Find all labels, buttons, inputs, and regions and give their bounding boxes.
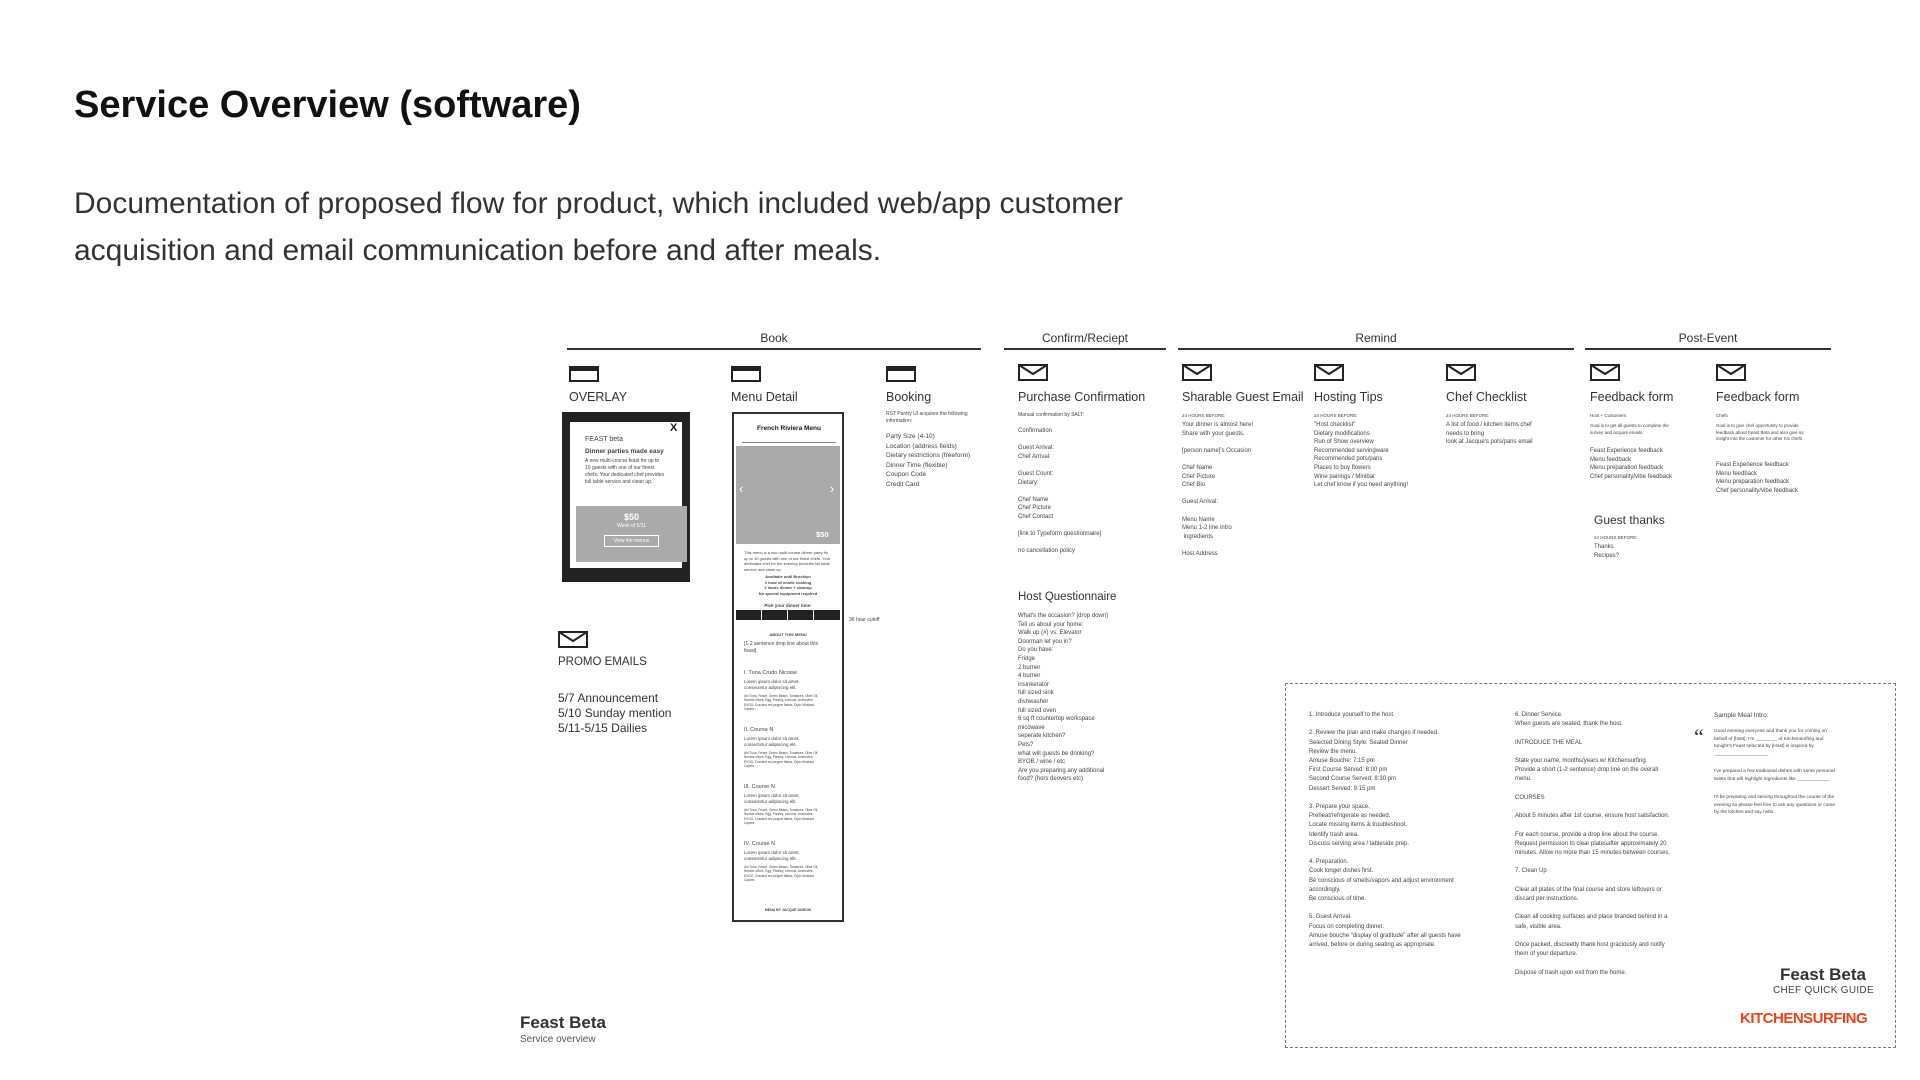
menu-specs: Available until Brooklyn 1 hour of onsite cooking 2 hours dinner + cleanup No special equipment required [758, 574, 818, 596]
feedback-form-host-title: Feedback form [1590, 390, 1674, 404]
chef-checklist-body: A list of food / kitchen items chef needs to bring look at Jacque's pots/pans email [1446, 422, 1533, 446]
page-description: Documentation of proposed flow for product, which included web/app customer acquisition and email communication before and after meals. [74, 187, 1123, 267]
pick-time-label: Pick your dinner time: [764, 603, 812, 608]
menu-detail-mockup [732, 412, 844, 922]
overlay-title: OVERLAY [569, 390, 628, 404]
feedback-form-chef-title: Feedback form [1716, 390, 1800, 404]
sample-intro-title: Sample Meal Intro: [1714, 712, 1769, 719]
chef-checklist-title: Chef Checklist [1446, 390, 1527, 404]
guest-thanks-title: Guest thanks [1594, 513, 1665, 527]
booking-intro: RST Pantry UI acquires the following information: [886, 411, 968, 424]
chef-quick-guide [1285, 683, 1896, 1048]
email-icon [1018, 364, 1048, 381]
booking-title: Booking [886, 390, 932, 404]
feedback-form-chef-intro: Chefs [1716, 413, 1728, 418]
feedback-form-chef-body: Feast Experience feedback Menu feedback Menu preparation feedback Chef personality/vibe feedback [1716, 462, 1799, 494]
email-icon [1716, 364, 1746, 381]
sample-intro-2: I've prepared a few traditional dishes with some personal twists that will highlight ingredients like ____________. [1714, 769, 1835, 782]
guide-brand-subtitle: CHEF QUICK GUIDE [1773, 985, 1874, 996]
footer-subtitle: Service overview [520, 1034, 596, 1045]
sample-intro-1: Good evening everyone and thank you for coming on behalf of [host]. I'm ________ of Kitchensurfing and tonight's Feast selected by [Host] is inspired by ____________________. [1714, 729, 1827, 757]
email-icon [1590, 364, 1620, 381]
overlay-price: $50 [623, 512, 640, 522]
purchase-intro: Manual confirmation by SALT: [1018, 412, 1085, 418]
promo-emails-title: PROMO EMAILS [558, 656, 647, 668]
overlay-price-panel [576, 506, 687, 562]
phase-remind: Remind [1178, 331, 1574, 350]
feedback-form-host-intro: Host + Customers [1590, 413, 1627, 418]
overlay-price-note: Week of 5/11 [617, 523, 646, 529]
course-1: I. Tuna Crudo Nicoise Lorem ipsum dolor sit amet, consectetur adipiscing elit. Ahi Tuna, Frisee, Green Beans, Tomatoes, Olive Oil, Nicoise olives, Egg, Parsley, Lemons, Anchovies, EVOO, Cracked red pepper flakes, Dijon Mustard, Capers [744, 670, 818, 711]
cutoff-note: 36 hour cutoff [849, 617, 880, 623]
booking-fields: Party Size (4-10) Location (address fields) Dietary restrictions (freeform) Dinner Time (flexible) Coupon Code Credit Card [886, 433, 971, 488]
guide-brand-title: Feast Beta [1780, 965, 1866, 984]
hosting-tips-body: "Host checklist" Dietary modifications Run of Show overview Recommended servingware Recommended pots/pans Places to buy flowers Wine pairings / Minibar Let chef know if you need anything! [1314, 422, 1409, 489]
about-menu-label: ABOUT THIS MENU [769, 632, 807, 637]
menu-footer: MENU BY JACQUE DUBOIS [764, 908, 812, 912]
email-icon [1314, 364, 1344, 381]
feedback-form-host-goal: Goal is to get all guests to complete the survey and acquire emails. [1590, 423, 1669, 435]
guest-thanks-when: 24 HOURS BEFORE: [1594, 535, 1638, 540]
guide-steps-left: 1. Introduce yourself to the host. 2. Review the plan and make changes if needed. Selected Dining Style: Seated Dinner Review the menu. Amuse Bouche: 7:15 pm First Course Served: 8:00 pm Second Course Served: 8:30 pm Dessert Served: 9:15 pm 3. Prepare your space. Preheat/refrigerate as needed. Locate missing items & troubleshoot. Identify trash area. Discuss serving area / tableside prep. 4. Preparation. Cook longer dishes first. Be conscious of smells/vapors and adjust environment accordingly. Be conscious of time. 5. Guest Arrival. Focus on completing dinner. Amuse bouche "display of gratitude" after all guests have arrived, before or during seating as appropriate. [1309, 712, 1461, 949]
phase-book: Book [567, 331, 981, 350]
browser-icon [569, 366, 599, 382]
phase-confirm: Confirm/Reciept [1004, 331, 1166, 350]
chevron-left-icon[interactable]: ‹ [739, 481, 744, 496]
view-menus-button[interactable]: View the menus [604, 535, 659, 547]
menu-price: $50 [816, 530, 829, 539]
purchase-body: Confirmation Guest Arrival: Chef Arrival: Guest Count: Dietary: Chef Name Chef Picture Chef Contact [link to Typeform questionnaire] no cancellation policy [1018, 428, 1102, 555]
menu-detail-title: Menu Detail [731, 390, 798, 404]
overlay-card [570, 422, 682, 568]
course-2: II. Course N Lorem ipsum dolor sit amet, consectetur adipiscing elit. Ahi Tuna, Frisee, Green Beans, Tomatoes, Olive Oil, Nicoise olives, Egg, Parsley, Lemons, Anchovies, EVOO, Cracked red pepper flakes, Dijon Mustard, Capers [744, 727, 818, 768]
guest-thanks-body: Thanks Recipes? [1594, 544, 1620, 559]
about-menu-text: [1-2 sentence drop line about this feast] [744, 641, 818, 654]
course-4: IV. Course N Lorem ipsum dolor sit amet, consectetur adipiscing elit. Ahi Tuna, Frisee, Green Beans, Tomatoes, Olive Oil, Nicoise olives, Egg, Parsley, Lemons, Anchovies, EVOO, Cracked red pepper flakes, Dijon Mustard, Capers [744, 841, 818, 882]
email-icon [558, 631, 588, 648]
time-picker[interactable] [736, 610, 840, 620]
email-icon [1182, 364, 1212, 381]
menu-name: French Riviera Menu [742, 415, 836, 443]
host-questionnaire-title: Host Questionnaire [1018, 591, 1117, 603]
browser-icon [731, 366, 761, 382]
promo-emails-list: 5/7 Announcement 5/10 Sunday mention 5/11-5/15 Dailies [558, 691, 672, 735]
feedback-form-chef-goal: Goal is to give chef opportunity to provide feedback about Feast Beta and also give us insight into the customer for other KS chefs. [1716, 423, 1804, 441]
menu-image-placeholder [736, 446, 840, 544]
guide-steps-right: 6. Dinner Service. When guests are seated, thank the host. INTRODUCE THE MEAL State your name, months/years w/ Kitchensurfing. Provide a short (1-2 sentence) drop line on the overall menu. COURSES About 5 minutes after 1st course, ensure host satisfaction. For each course, provide a drop line about the course. Request permission to clear platesafter approximately 20 minutes. Allow no more than 15 minutes between courses. 7. Clean Up Clear all plates of the final course and store leftovers or discard per instructions. Clean all cooking surfaces and place branded behind in a safe, visible area. Once packed, discreetly thank host graciously and notify them of your departure. Dispose of trash upon exit from the home. [1515, 712, 1671, 976]
hosting-tips-title: Hosting Tips [1314, 390, 1383, 404]
overlay-headline: Dinner parties made easy [585, 448, 664, 455]
course-3: III. Course N Lorem ipsum dolor sit amet, consectetur adipiscing elit. Ahi Tuna, Frisee, Green Beans, Tomatoes, Olive Oil, Nicoise olives, Egg, Parsley, Lemons, Anchovies, EVOO, Cracked red pepper flakes, Dijon Mustard, Capers [744, 784, 818, 825]
overlay-mockup [562, 412, 690, 582]
phase-post-event: Post-Event [1585, 331, 1831, 350]
guest-email-title: Sharable Guest Email [1182, 390, 1304, 404]
purchase-confirmation-title: Purchase Confirmation [1018, 390, 1146, 404]
hosting-tips-when: 24 HOURS BEFORE: [1314, 413, 1358, 418]
chevron-right-icon[interactable]: › [830, 481, 835, 496]
chef-checklist-when: 24 HOURS BEFORE: [1446, 413, 1490, 418]
browser-icon [886, 366, 916, 382]
sample-intro-3: I'll be preparing and serving throughout the course of the evening so please feel free to ask any questions or come by the kitchen and say hello. [1714, 795, 1836, 815]
footer-title: Feast Beta [520, 1013, 606, 1032]
host-questionnaire-body: What's the occasion? [drop down] Tell us about your home: Walk up (#) vs. Elevator Doorman let you in? Do you have: Fridge 2 burner 4 burner insinkerator full sized sink dishwasher full sized oven 6 sq ft countertop workspace micowave seperate kitchen? Pets? what will guests be drinking? BYOB / wine / etc Are you preparing any additional food? (hors deovers etc) [1018, 613, 1108, 783]
menu-intro: This menu is a two multi-course dinner party for up to 10 guests with one of our finest chefs. Your dedicated chef for the evening provides full table service and clean up. [744, 550, 831, 572]
guest-email-when: 24 HOURS BEFORE: [1182, 413, 1226, 418]
quote-icon: “ [1694, 724, 1704, 749]
feedback-form-host-body: Feast Experience feedback Menu feedback Menu preparation feedback Chef personality/vibe feedback [1590, 448, 1673, 480]
email-icon [1446, 364, 1476, 381]
page-title: Service Overview (software) [74, 84, 581, 126]
kitchensurfing-logo: KITCHENSURFING [1740, 1010, 1868, 1027]
overlay-body: A new multi-course feast for up to 10 guests with one of our finest chefs. Your dedicated chef provides full table service and clean up. [585, 458, 664, 485]
guest-email-body: Your dinner is almost here! Share with your guests. [person name]'s Occasion Chef Name Chef Picture Chef Bio Guest Arrival: Menu Name Menu 1-2 line intro ingredients Host Address [1182, 422, 1254, 557]
overlay-brand: FEAST beta [585, 436, 624, 443]
close-icon: X [670, 422, 678, 434]
